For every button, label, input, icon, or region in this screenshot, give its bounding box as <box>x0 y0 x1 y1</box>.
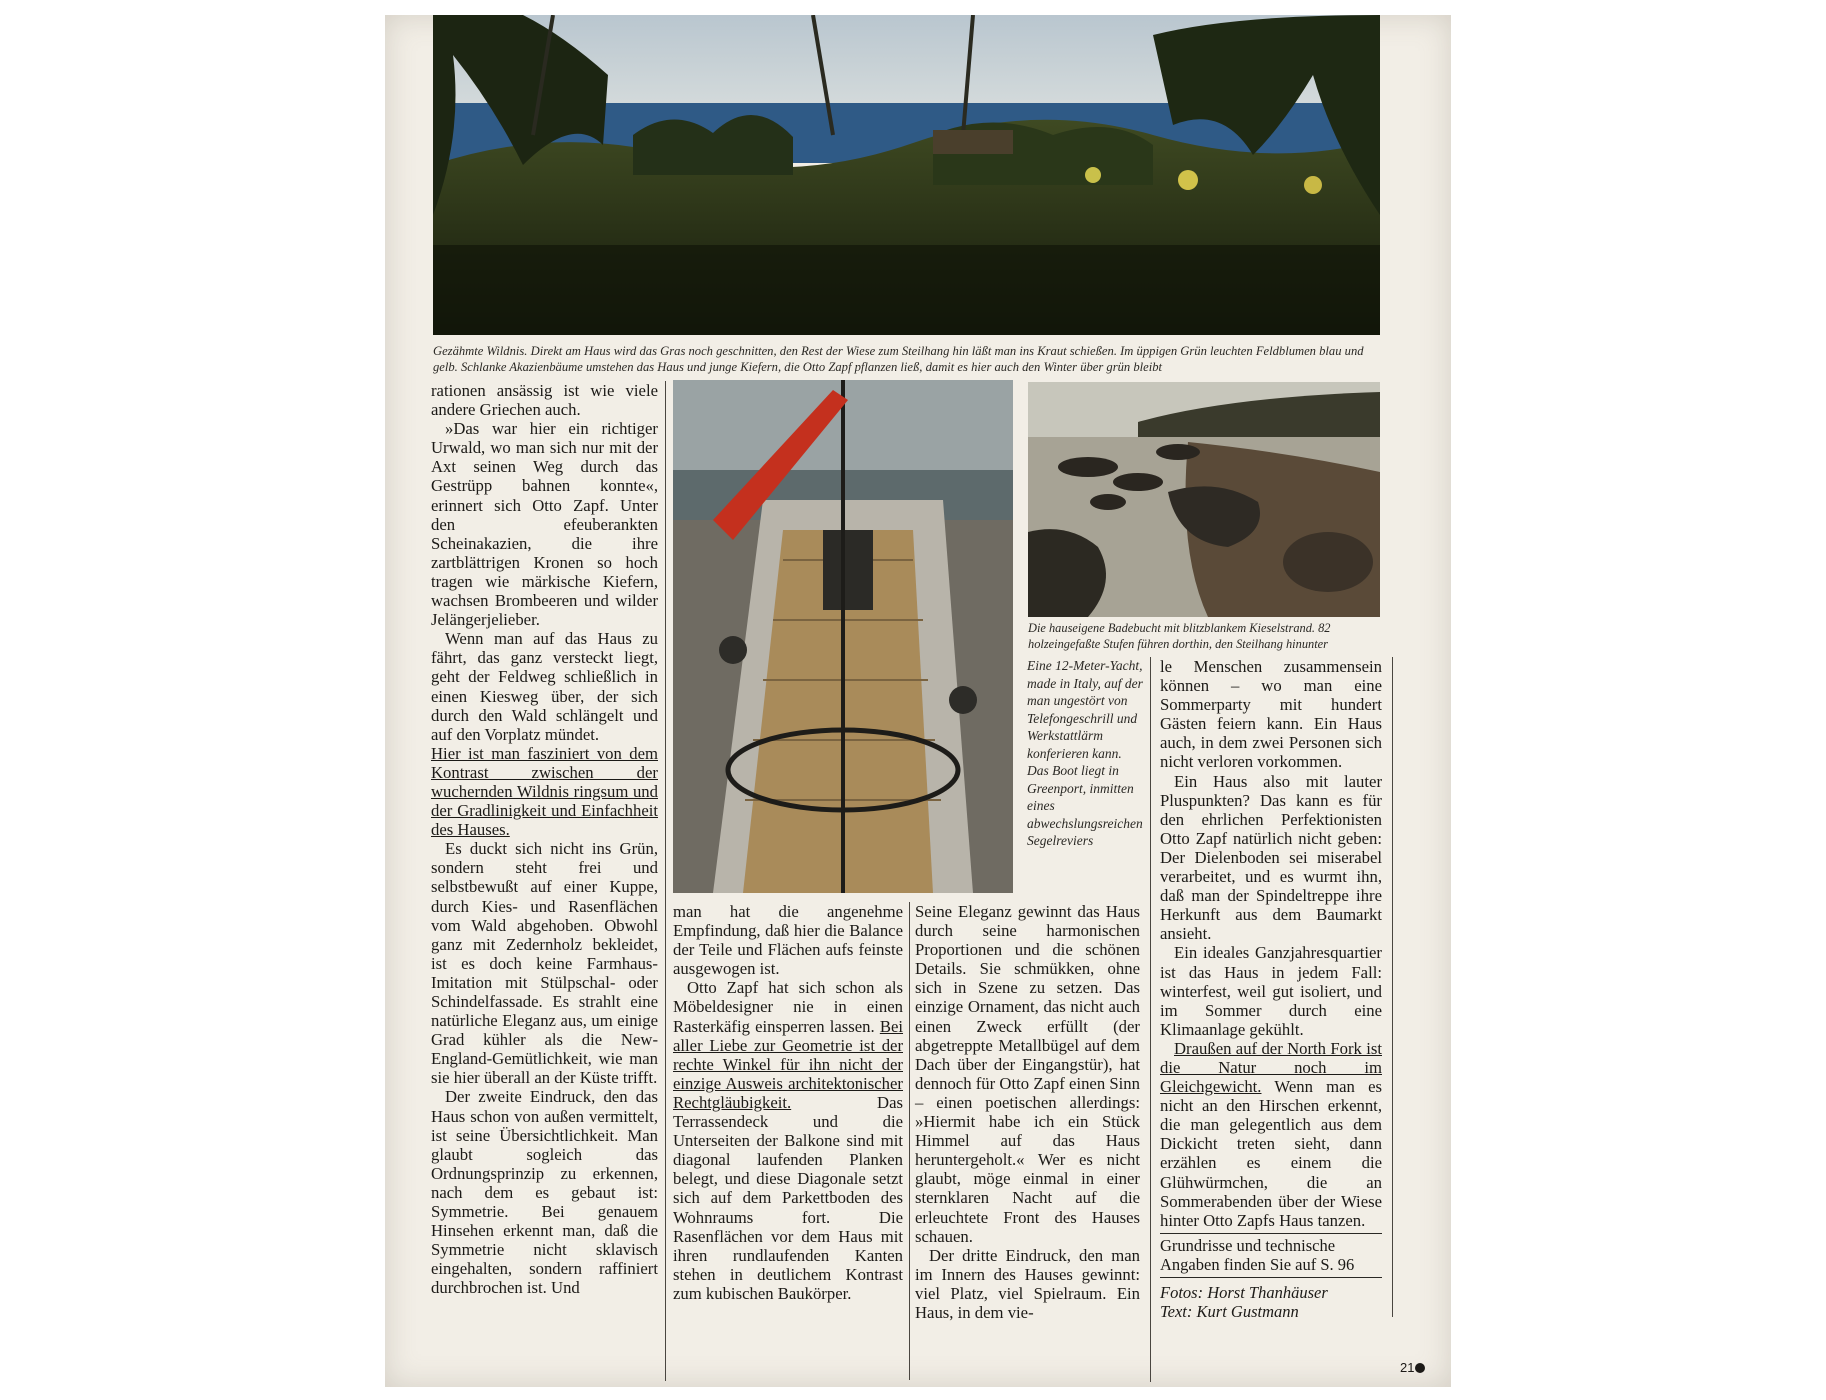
column-rule <box>665 381 666 1381</box>
paragraph: Seine Eleganz gewinnt das Haus durch seine harmonischen Proportionen und die schönen Details. Sie schmükken, ohne sich in Szene zu setzen. Das einzige Ornament, das nicht auch einen Zweck erfüllt (der abgetreppte Metallbügel auf dem Dach über der Eingangstür), hat dennoch für Otto Zapf einen Sinn – einen poetischen allerdings: »Hiermit habe ich ein Stück Himmel auf das Haus heruntergeholt.« Wer es nicht glaubt, möge einmal in einer sternklaren Nacht auf die erleuchtete Front des Hauses schauen. <box>915 902 1140 1246</box>
paragraph: »Das war hier ein richtiger Urwald, wo man sich nur mit der Axt seinen Weg durch das Gestrüpp bahnen konnte«, erinnert sich Otto Zapf. Unter den efeuberankten Scheinakazien, die ihre zartblättrigen Kronen so hoch tragen wie märkische Kiefern, wachsen Brombeeren und wilder Jelängerjelieber. <box>431 419 658 630</box>
photo-credit: Fotos: Horst Thanhäuser <box>1160 1283 1328 1302</box>
paragraph: Ein Haus also mit lauter Pluspunkten? Das kann es für den ehrlichen Perfektionisten Otto Zapf natürlich nicht geben: Der Dielenboden sei miserabel verarbeitet, und es wurmt ihn, daß man der Spindeltreppe ihre Herkunft aus dem Baumarkt ansieht. <box>1160 771 1382 944</box>
column-rule <box>1392 657 1393 1317</box>
page-number <box>1400 1360 1425 1375</box>
pull-quote-underlined: Bei aller Liebe zur Geometrie ist der rechte Winkel für ihn nicht der einzige Ausweis architektonischer Rechtgläubigkeit. <box>673 1016 904 1112</box>
page-number-text: 21 <box>1400 1360 1415 1375</box>
paragraph: Ein ideales Ganzjahresquartier ist das Haus in jedem Fall: winterfest, weil gut isoliert, und im Sommer durch eine Klimaanlage gekühlt. <box>1160 943 1382 1039</box>
text-credit: Text: Kurt Gustmann <box>1160 1302 1299 1321</box>
paragraph: le Menschen zusammensein können – wo man eine Sommerparty mit hundert Gästen feiern kann. Ein Haus auch, in dem zwei Personen sich nicht verloren vorkommen. <box>1160 657 1382 772</box>
filled-circle-icon <box>1415 1363 1425 1373</box>
column-rule <box>1150 657 1151 1382</box>
paragraph <box>673 978 903 1303</box>
yacht-deck-photo <box>673 380 1013 893</box>
text-column-4 <box>1160 657 1382 1230</box>
magazine-page <box>385 15 1451 1387</box>
paragraph: Wenn man auf das Haus zu fährt, das ganz versteckt liegt, geht der Feldweg schließlich in einen Kiesweg über, der sich durch den Wald schlängelt und auf den Vorplatz mündet. <box>431 629 658 744</box>
paragraph-text: Otto Zapf hat sich schon als Möbeldesigner nie in einen Rasterkäfig einsperren lassen. <box>673 978 903 1036</box>
paragraph-text: Das Terrassendeck und die Unterseiten der Balkone sind mit diagonal laufenden Planken belegt, und diese Diagonale setzt sich auf dem Parkettboden des Wohnraums fort. Die Rasenflächen vor dem Haus mit ihren rundlaufenden Kanten stehen in deutlichem Kontrast zum kubischen Baukörper. <box>673 1092 903 1303</box>
paragraph: rationen ansässig ist wie viele andere Griechen auch. <box>431 381 658 420</box>
bay-beach-photo <box>1028 382 1380 617</box>
column-rule <box>909 902 910 1380</box>
meadow-sea-photo <box>433 15 1380 335</box>
floor-plan-note: Grundrisse und technische Angaben finden Sie auf S. 96 <box>1160 1233 1382 1278</box>
text-column-2 <box>673 902 903 1303</box>
text-column-3 <box>915 902 1140 1322</box>
paragraph: Der zweite Eindruck, den das Haus schon von außen vermittelt, ist seine Übersichtlichkeit. Man glaubt sogleich das Ordnungsprinzip zu erkennen, nach dem es gebaut ist: Symmetrie. Bei genauem Hinsehen erkennt man, daß die Symmetrie nicht sklavisch eingehalten, sondern raffiniert durchbrochen ist. Und <box>431 1087 658 1298</box>
paragraph: Der dritte Eindruck, den man im Innern des Hauses gewinnt: viel Platz, viel Spielraum. Ein Haus, in dem vie- <box>915 1245 1140 1322</box>
credits <box>1160 1283 1382 1321</box>
pull-quote-underlined: Hier ist man fasziniert von dem Kontrast zwischen der wuchernden Wildnis ringsum und der Gradlinigkeit und Einfachheit des Hauses. <box>431 743 658 840</box>
paragraph <box>1160 1039 1382 1230</box>
paragraph: man hat die angenehme Empfindung, daß hier die Balance der Teile und Flächen aufs feinste ausgewogen ist. <box>673 902 903 979</box>
yacht-photo-caption: Eine 12-Meter-Yacht, made in Italy, auf der man ungestört von Telefongeschrill und Werkstattlärm konferieren kann. Das Boot liegt in Greenport, inmitten eines abwechslungsreichen Segelreviers <box>1027 658 1143 848</box>
pull-quote-underlined: Draußen auf der North Fork ist die Natur noch im Gleichgewicht. <box>1160 1038 1382 1097</box>
paragraph: Es duckt sich nicht ins Grün, sondern steht frei und selbstbewußt auf einer Kuppe, durch Kies- und Rasenflächen vom Wald abgehoben. Obwohl ganz mit Zedernholz bekleidet, ist es doch keine Farmhaus-Imitation mit Stülpschal- oder Schindelfassade. Es strahlt eine natürliche Eleganz aus, um einige Grad kühler als die New-England-Gemütlichkeit, wie man sie hier überall an der Küste trifft. <box>431 839 658 1088</box>
paragraph-text: Wenn man es nicht an den Hirschen erkennt, die man gelegentlich aus dem Dickicht treten sieht, dann erzählen es einem die Glühwürmchen, die an Sommerabenden über der Wiese hinter Otto Zapfs Haus tanzen. <box>1160 1077 1383 1230</box>
top-photo-caption: Gezähmte Wildnis. Direkt am Haus wird das Gras noch geschnitten, den Rest der Wiese zum Steilhang hin läßt man ins Kraut schießen. Im üppigen Grün leuchten Feldblumen blau und gelb. Schlanke Akazienbäume umstehen das Haus und junge Kiefern, die Otto Zapf pflanzen ließ, damit es hier auch den Winter über grün bleibt <box>433 344 1364 374</box>
text-column-1 <box>431 381 658 1298</box>
bay-photo-caption: Die hauseigene Badebucht mit blitzblankem Kieselstrand. 82 holzeingefaßte Stufen führen dorthin, den Steilhang hinunter <box>1028 621 1331 651</box>
